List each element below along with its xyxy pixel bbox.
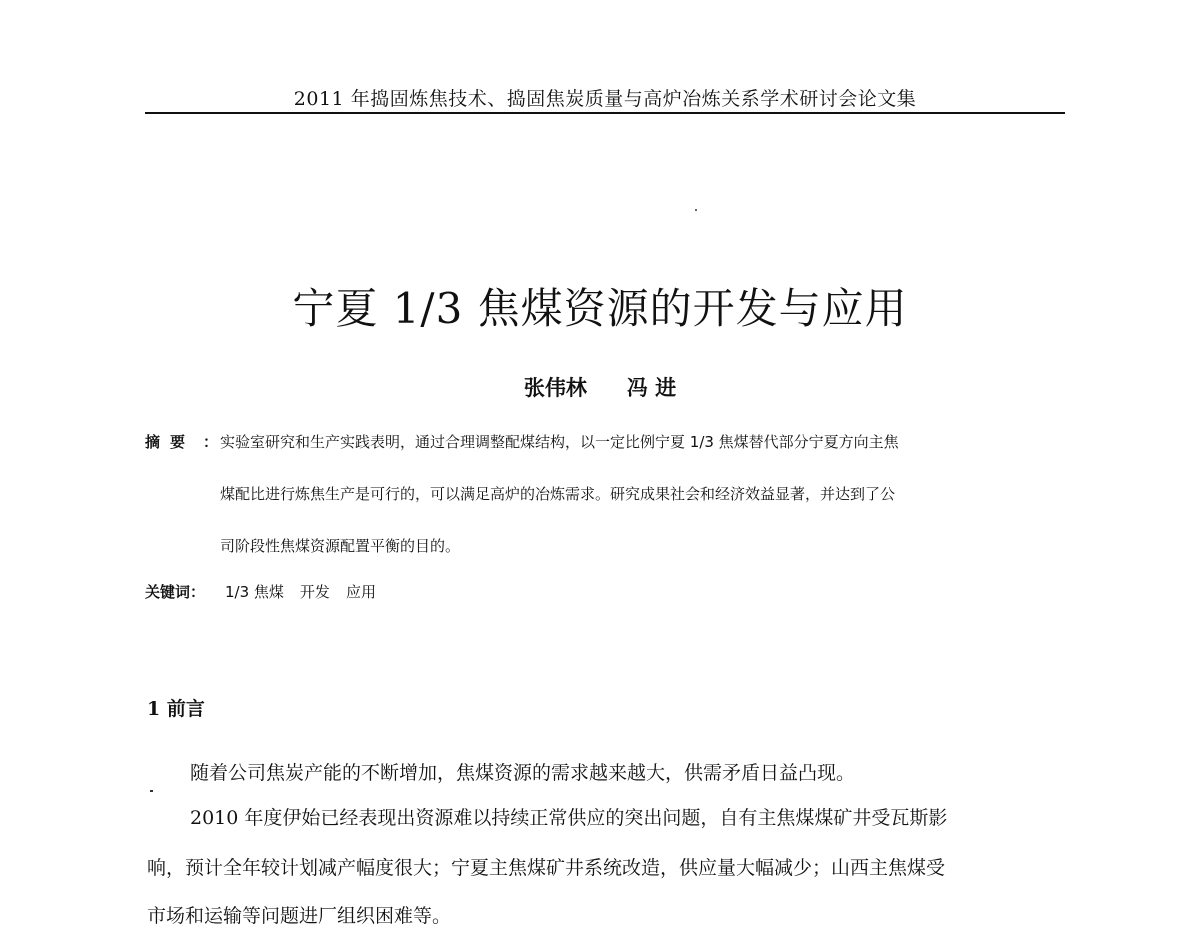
abstract-line: 煤配比进行炼焦生产是可行的，可以满足高炉的冶炼需求。研究成果社会和经济效益显著，并达到了公	[220, 485, 896, 503]
author-name: 冯 进	[626, 376, 677, 400]
keywords-list	[225, 581, 392, 602]
keywords-label: 关键词：	[145, 583, 206, 601]
abstract-line: 实验室研究和生产实践表明，通过合理调整配煤结构，以一定比例宁夏 1/3 焦煤替代部分宁夏方向主焦	[220, 433, 899, 451]
keyword: 1/3 焦煤	[225, 583, 284, 601]
keyword: 应用	[345, 583, 376, 601]
body-paragraph-line: 市场和运输等问题进厂组织困难等。	[147, 905, 452, 927]
author-name: 张伟林	[523, 376, 587, 400]
abstract-line: 司阶段性焦煤资源配置平衡的目的。	[220, 537, 461, 555]
abstract-colon: ：	[203, 433, 219, 451]
author-list	[0, 372, 1200, 402]
scan-speck	[695, 209, 697, 211]
keyword: 开发	[299, 583, 330, 601]
body-paragraph-line: 随着公司焦炭产能的不断增加，焦煤资源的需求越来越大，供需矛盾日益凸现。	[190, 762, 856, 784]
header-rule	[145, 112, 1065, 114]
abstract-label: 摘要	[145, 433, 196, 451]
paper-title: 宁夏 1/3 焦煤资源的开发与应用	[292, 284, 908, 333]
scan-speck	[150, 790, 153, 792]
body-paragraph-line: 2010 年度伊始已经表现出资源难以持续正常供应的突出问题，自有主焦煤煤矿井受瓦斯影	[190, 807, 948, 829]
body-paragraph-line: 响，预计全年较计划减产幅度很大；宁夏主焦煤矿井系统改造，供应量大幅减少；山西主焦煤受	[147, 857, 946, 879]
section-heading: 1 前言	[147, 698, 205, 720]
running-header: 2011 年捣固炼焦技术、捣固焦炭质量与高炉冶炼关系学术研讨会论文集	[293, 88, 917, 110]
